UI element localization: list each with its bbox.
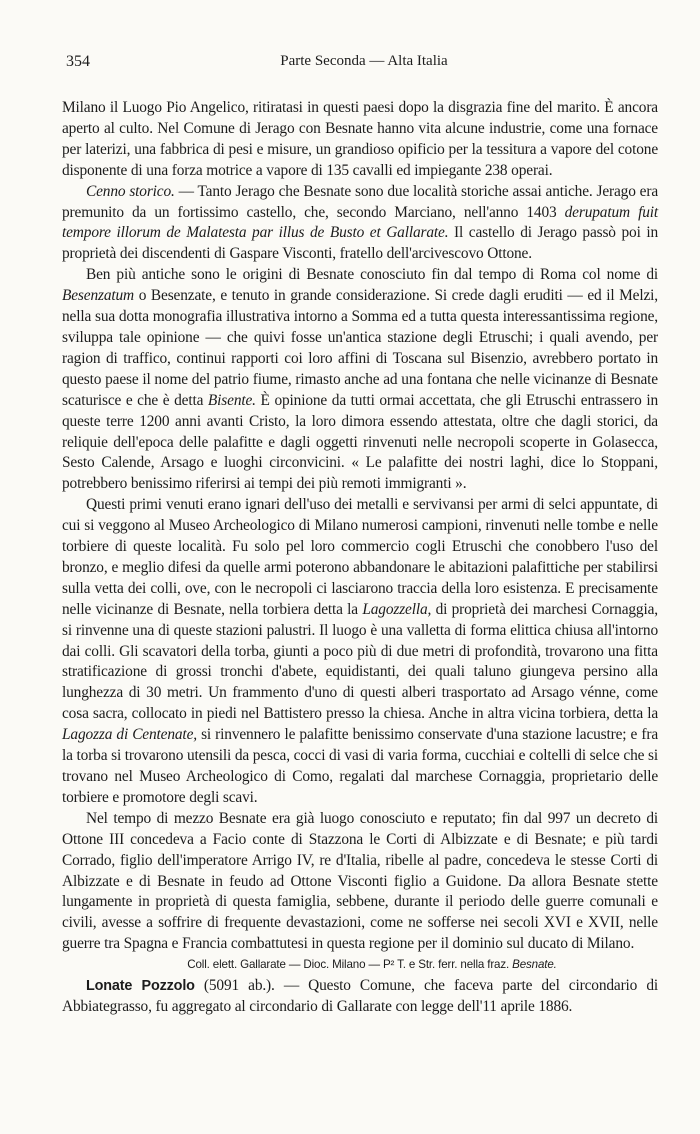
paragraph-cenno-storico: Cenno storico. — Tanto Jerago che Besnate sono due località storiche assai antiche. Jerago era premunito da un fortissimo castello, che, secondo Marciano, nell'anno 1403 derupatum fuit tempore illorum de Malatesta par illus de Busto et Gallarate. Il castello di Jerago passò poi in proprietà dei discendenti di Gaspare Visconti, fratello dell'arcivescovo Ottone.	[62, 182, 658, 263]
body-text	[62, 98, 658, 1018]
paragraph-continuation: Milano il Luogo Pio Angelico, ritiratasi in questi paesi dopo la disgrazia fine del marito. È ancora aperto al culto. Nel Comune di Jerago con Besnate hanno vita alcune industrie, come una fornace per laterizi, una fabbrica di pesi e misure, un grandioso opificio per la tessitura a vapore del cotone disponente di una forza motrice a vapore di 135 cavalli ed impiegante 238 operai.	[62, 99, 658, 179]
latin-quote: derupatum fuit tempore illorum de Malatesta par illus de Busto et Gallarate.	[62, 203, 658, 242]
paragraph-medieval: Nel tempo di mezzo Besnate era già luogo conosciuto e reputato; fin dal 997 un decreto di Ottone III concedeva a Facio conte di Stazzona le Corti di Albizzate e di Besnate; e più tardi Corrado, figlio dell'imperatore Arrigo IV, re d'Italia, ribelle al padre, concedeva le stesse Corti di Albizzate e di Besnate in feudo ad Ottone Visconti figlio a Guidone. Da allora Besnate stette lungamente in proprietà di questa famiglia, sebbene, durante il periodo delle guerre comunali e civili, avesse a soffrire di frequente devastazioni, come ne sofferse nei secoli XVI e XVII, nelle guerre tra Spagna e Francia combattutesi in questa regione per il dominio sul ducato di Milano.	[62, 809, 658, 953]
administrative-note: Coll. elett. Gallarate — Dioc. Milano — P² T. e Str. ferr. nella fraz. Besnate.	[187, 958, 557, 972]
entry-title: Lonate Pozzolo	[86, 978, 195, 995]
paragraph-origins: Ben più antiche sono le origini di Besnate conosciuto fin dal tempo di Roma col nome di Besenzatum o Besenzate, e tenuto in grande considerazione. Si crede dagli eruditi — ed il Melzi, nella sua dotta monografia illustrativa intorno a Somma ed a tutta questa interessantissima regione, sviluppa tale opinione — che quivi fosse un'antica stazione degli Etruschi; i quali avendo, per ragion di traffico, continui rapporti coi loro affini di Toscana sul Bisenzio, avrebbero portato in questo paese il nome del patrio fiume, rimasto anche ad una fontana che nelle vicinanze di Besnate scaturisce e che è detta Bisente. È opinione da tutti ormai accettata, che gli Etruschi entrassero in queste terre 1200 anni avanti Cristo, la loro dimora essendo attestata, oltre che dagli storici, da reliquie dell'epoca delle palafitte e dagli oggetti rinvenuti nelle necropoli scoperte in Golasecca, Sesto Calende, Arsago e luoghi circonvicini. « Le palafitte dei nostri laghi, dice lo Stoppani, potrebbero benissimo riferirsi ai tempi dei più remoti immigranti ».	[62, 266, 659, 493]
page-number: 354	[66, 53, 90, 70]
paragraph-palafitte: Questi primi venuti erano ignari dell'uso dei metalli e servivansi per armi di selci appuntate, di cui si veggono al Museo Archeologico di Milano numerosi campioni, rinvenuti nelle tombe e nelle torbiere di queste località. Fu solo pel loro commercio cogli Etruschi che conobbero l'uso del bronzo, e meglio difesi da quelle armi poterono abbandonare le abitazioni palafittiche per stabilirsi sulla vetta dei colli, ove, con le necropoli ci lasciarono traccia della loro esistenza. E precisamente nelle vicinanze di Besnate, nella torbiera detta la Lagozzella, di proprietà dei marchesi Cornaggia, si rinvenne una di queste stazioni palustri. Il luogo è una valletta di forma elittica chiusa all'intorno dai colli. Gli scavatori della torba, giunti a poco più di due metri di profondità, trovarono una fitta stratificazione di grossi tronchi d'abete, equidistanti, dei quali taluno giungeva persino alla lunghezza di 30 metri. Un frammento d'uno di questi alberi trasportato ad Arsago vénne, come cosa sacra, collocato in piedi nel Battistero presso la chiesa. Anche in altra vicina torbiera, detta la Lagozza di Centenate, si rinvennero le palafitte benissimo conservate d'una stazione lacustre; e fra la torba si trovarono utensili da pesca, cocci di vasi di varia forma, cucchiai e coltelli di selce che si trovano nel Museo Archeologico di Como, regalati dal marchese Cornaggia, proprietario delle torbiere e promotore degli scavi.	[62, 496, 658, 806]
running-header	[66, 53, 662, 75]
entry-lonate-pozzolo: Lonate Pozzolo (5091 ab.). — Questo Comune, che faceva parte del circondario di Abbiategrasso, fu aggregato al circondario di Gallarate con legge dell'11 aprile 1886.	[62, 977, 658, 1015]
section-lead: Cenno storico.	[86, 182, 175, 200]
running-title: Parte Seconda — Alta Italia	[280, 53, 448, 69]
